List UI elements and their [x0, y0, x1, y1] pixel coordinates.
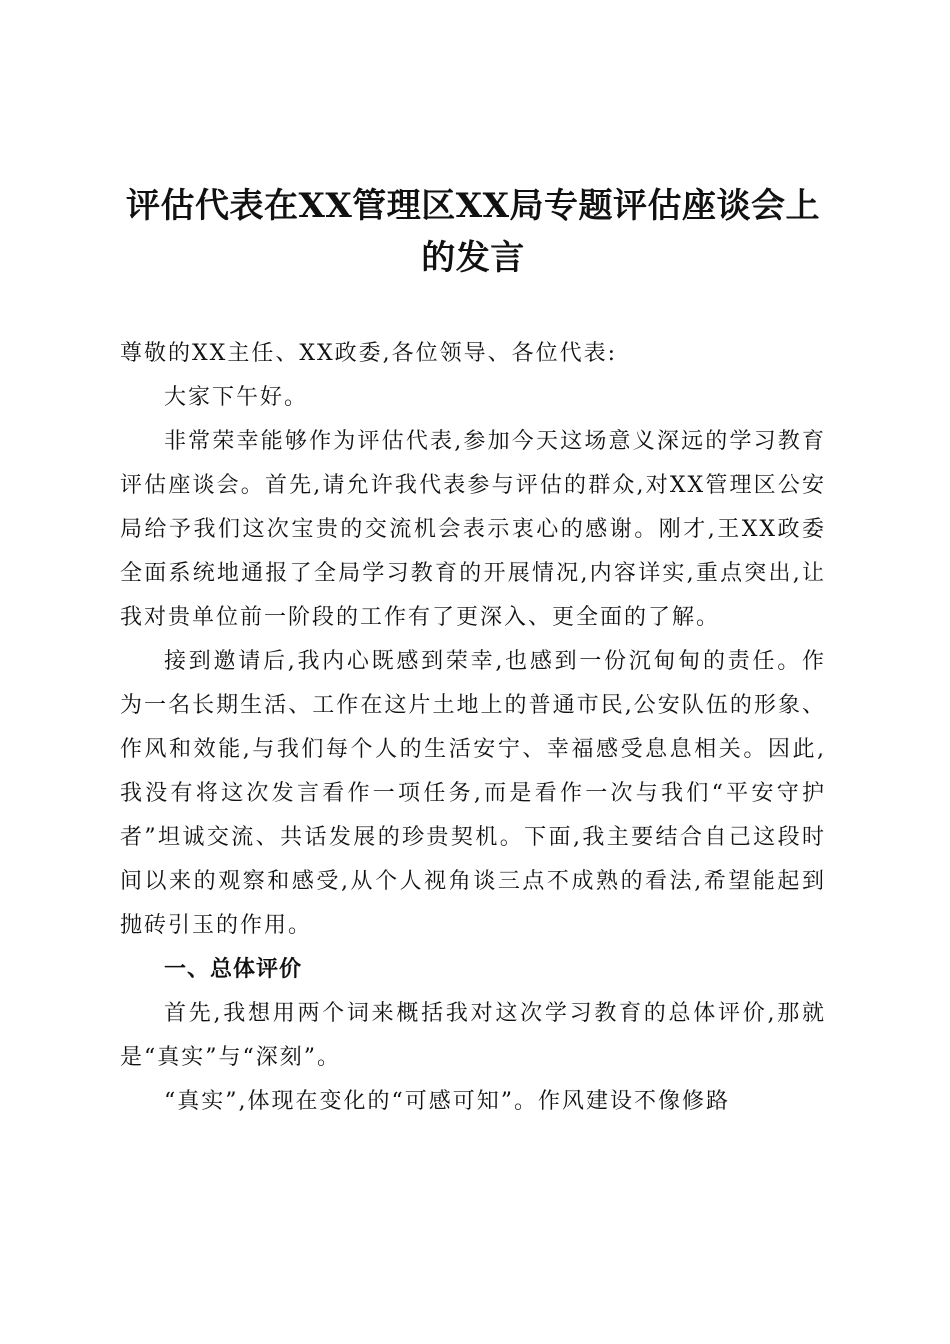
section-paragraph: “真实”,体现在变化的“可感可知”。作风建设不像修路 — [164, 1089, 730, 1114]
document-title: 评估代表在XX管理区XX局专题评估座谈会上的发言 — [125, 186, 821, 278]
section-paragraph: 首先,我想用两个词来概括我对这次学习教育的总体评价,那就是“真实”与“深刻”。 — [120, 1001, 826, 1070]
document-body — [120, 332, 826, 1124]
document-content — [120, 180, 826, 1124]
greeting-paragraph: 大家下午好。 — [164, 385, 309, 410]
section-heading: 一、总体评价 — [164, 957, 303, 982]
body-paragraph: 接到邀请后,我内心既感到荣幸,也感到一份沉甸甸的责任。作为一名长期生活、工作在这片土地上的普通市民,公安队伍的形象、作风和效能,与我们每个人的生活安宁、幸福感受息息相关。因此,我没有将这次发言看作一项任务,而是看作一次与我们“平安守护者”坦诚交流、共话发展的珍贵契机。下面,我主要结合自己这段时间以来的观察和感受,从个人视角谈三点不成熟的看法,希望能起到抛砖引玉的作用。 — [120, 649, 826, 938]
body-paragraph: 非常荣幸能够作为评估代表,参加今天这场意义深远的学习教育评估座谈会。首先,请允许我代表参与评估的群众,对XX管理区公安局给予我们这次宝贵的交流机会表示衷心的感谢。刚才,王XX政委全面系统地通报了全局学习教育的开展情况,内容详实,重点突出,让我对贵单位前一阶段的工作有了更深入、更全面的了解。 — [120, 429, 826, 630]
salutation: 尊敬的XX主任、XX政委,各位领导、各位代表: — [120, 341, 618, 366]
